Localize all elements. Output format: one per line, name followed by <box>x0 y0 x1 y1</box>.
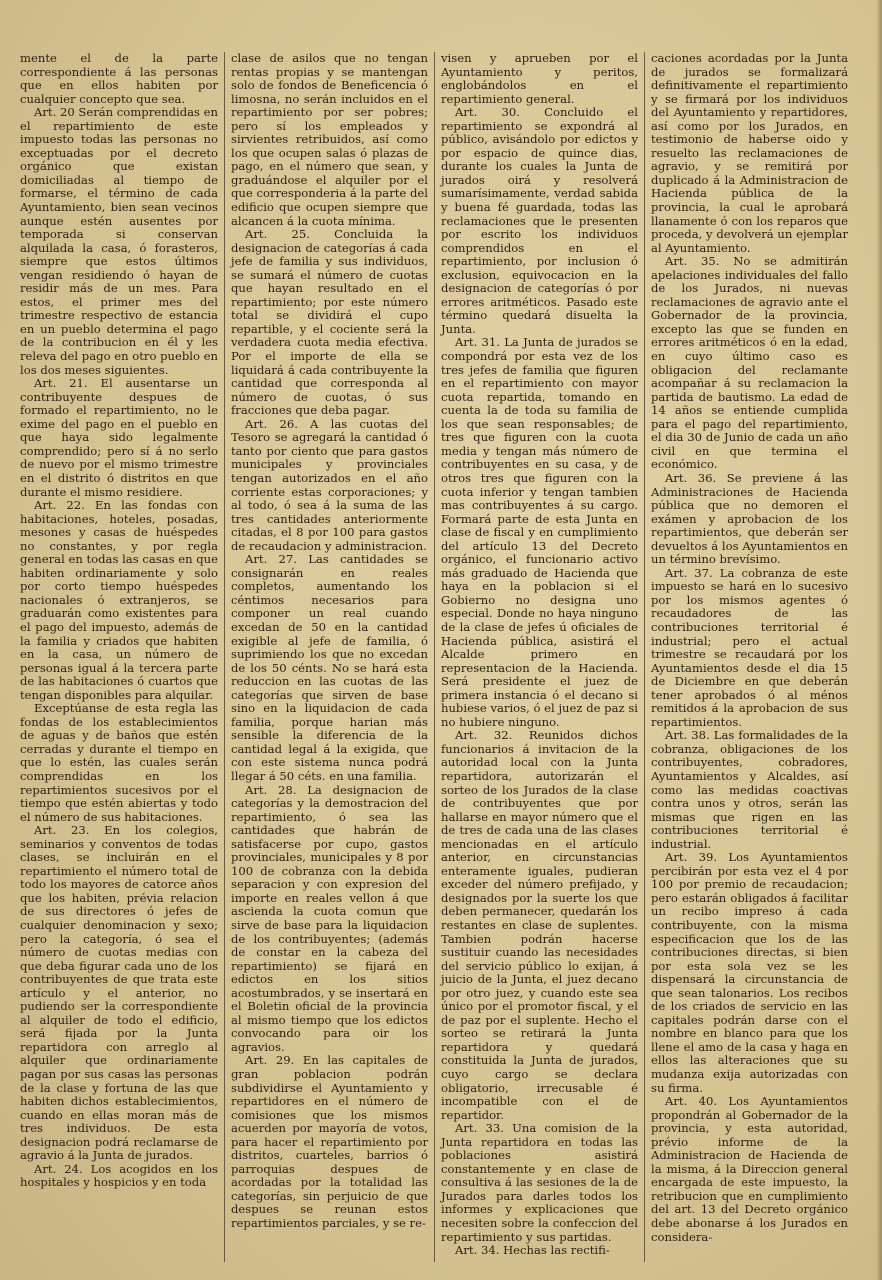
paragraph: Art. 27. Las cantidades se consignarán en reales completos, aumentando los céntimos necesarios para componer un real cuando excedan de 50 en la cantidad exigible al jefe de familia, ó suprimiendo los que no excedan de los 50 cénts. No se hará esta reduccion en las cuotas de las categorías que sirven de base sino en la liquidacion de cada familia, porque harian más sensible la diferencia de la cantidad legal á la exigida, que con este sistema nunca podrá llegar á 50 céts. en una familia. <box>231 552 428 783</box>
paragraph: Art. 36. Se previene á las Administraciones de Hacienda pública que no demoren el exámen y aprobacion de los repartimientos, que deberán ser devueltos á los Ayuntamientos en un término brevísimo. <box>651 470 848 567</box>
paragraph: Art. 26. A las cuotas del Tesoro se agregará la cantidad ó tanto por ciento que para gastos municipales y provinciales tengan autorizados en el año corriente estas corporaciones; y al todo, ó sea á la suma de las tres cantidades anteriormente citadas, el 8 por 100 para gastos de recaudacion y administracion. <box>231 416 428 553</box>
paragraph: Art. 29. En las capitales de gran poblacion podrán subdividirse el Ayuntamiento y repartidores en el número de comisiones que los mismos acuerden por mayoría de votos, para hacer el repartimiento por distritos, cuarteles, barrios ó parroquias despues de acordadas por la totalidad las categorías, sin perjuicio de que despues se reunan estos repartimientos parciales, y se re- <box>231 1053 428 1231</box>
paragraph: Art. 23. En los colegios, seminarios y conventos de todas clases, se incluirán en el repartimiento el número total de todo los mayores de catorce años que los habiten, prévia relacion de sus directores ó jefes de cualquier denominacion y sexo; pero la categoría, ó sea el número de cuotas medias con que deba figurar cada uno de los contribuyentes de que trata este artículo y el anterior, no pudiendo ser la correspondiente al alquiler de todo el edificio, será fijada por la Junta repartidora con arreglo al alquiler que ordinariamente pagan por sus casas las personas de la clase y fortuna de las que habiten dichos establecimientos, cuando en ellas moran más de tres individuos. De esta designacion podrá reclamarse de agravio á la Junta de jurados. <box>20 823 218 1163</box>
paragraph: Art. 30. Concluido el repartimiento se expondrá al público, avisándolo por edictos y por espacio de quince dias, durante los cuales la Junta de jurados oirá y resolverá sumarísimamente, verdad sabida y buena fé guardada, todas las reclamaciones que le presenten por escrito los individuos comprendidos en el repartimiento, por inclusion ó exclusion, equivocacion en la designacion de categorías ó por errores aritméticos. Pasado este término quedará disuelta la Junta. <box>441 105 638 336</box>
text-column-2 <box>224 52 434 1262</box>
paragraph: Art. 20 Serán comprendidas en el repartimiento de este impuesto todas las personas no exceptuadas por el decreto orgánico que existan domiciliadas al tiempo de formarse, el término de cada Ayuntamiento, bien sean vecinos aunque estén ausentes por temporada si conservan alquilada la casa, ó forasteros, siempre que estos últimos vengan residiendo ó hayan de residir más de un mes. Para estos, el primer mes del trimestre respectivo de estancia en un pueblo determina el pago de la contribucion en él y les releva del pago en otro pueblo en los dos meses siguientes. <box>20 105 218 377</box>
paragraph: Art. 39. Los Ayuntamientos percibirán por esta vez el 4 por 100 por premio de recaudacion; pero estarán obligados á facilitar un recibo impreso á cada contribuyente, con la misma especificacion que los de las contribuciones directas, si bien por esta sola vez se les dispensará la circunstancia de que sean talonarios. Los recibos de los criados de servicio en las capitales podrán darse con el nombre en blanco para que los llene el amo de la casa y haga en ellos las alteraciones que su mudanza exija autorizadas con su firma. <box>651 850 848 1095</box>
paragraph: Art. 21. El ausentarse un contribuyente despues de formado el repartimiento, no le exime del pago en el pueblo en que haya sido legalmente comprendido; pero sí á no serlo de nuevo por el mismo trimestre en el distrito ó distritos en que durante el mismo residiere. <box>20 376 218 499</box>
paragraph: Art. 35. No se admitirán apelaciones individuales del fallo de los Jurados, ni nuevas reclamaciones de agravio ante el Gobernador de la provincia, excepto las que se funden en errores aritméticos ó en la edad, en cuyo último caso es obligacion del reclamante acompañar á su reclamacion la partida de bautismo. La edad de 14 años se entiende cumplida para el pago del repartimiento, el dia 30 de Junio de cada un año civil en que termina el económico. <box>651 254 848 472</box>
paragraph: Exceptúanse de esta regla las fondas de los establecimientos de aguas y de baños que estén cerradas y durante el tiempo en que lo estén, las cuales serán comprendidas en los repartimientos sucesivos por el tiempo que estén abiertas y todo el número de sus habitaciones. <box>20 701 218 824</box>
paragraph: mente el de la parte correspondiente á las personas que en ellos habiten por cualquier concepto que sea. <box>20 52 218 106</box>
paragraph: caciones acordadas por la Junta de jurados se formalizará definitivamente el repartimiento y se firmará por los individuos del Ayuntamiento y repartidores, así como por los Jurados, en testimonio de haberse oido y resuelto las reclamaciones de agravio, y se remitirá por duplicado á la Administracion de Hacienda pública de la provincia, la cual le aprobará llanamente ó con los reparos que proceda, y devolverá un ejemplar al Ayuntamiento. <box>651 52 848 255</box>
paragraph: Art. 34. Hechas las rectifi- <box>455 1243 610 1258</box>
paragraph: Art. 22. En las fondas con habitaciones, hoteles, posadas, mesones y casas de huéspedes no constantes, y por regla general en todas las casas en que habiten ordinariamente y solo por corto tiempo huéspedes nacionales ó extranjeros, se graduarán como existentes para el pago del impuesto, además de la familia y criados que habiten en la casa, un número de personas igual á la tercera parte de las habitaciones ó cuartos que tengan disponibles para alquilar. <box>20 498 218 702</box>
paragraph: Art. 40. Los Ayuntamientos propondrán al Gobernador de la provincia, y esta autoridad, prévio informe de la Administracion de Hacienda de la misma, á la Direccion general encargada de este impuesto, la retribucion que en cumplimiento del art. 13 del Decreto orgánico debe abonarse á los Jurados en considera- <box>651 1094 848 1244</box>
paragraph: Art. 32. Reunidos dichos funcionarios á invitacion de la autoridad local con la Junta repartidora, autorizarán el sorteo de los Jurados de la clase de contribuyentes que por hallarse en mayor número que el de tres de cada una de las clases mencionadas en el artículo anterior, en circunstancias enteramente iguales, pudieran exceder del número prefijado, y designados por la suerte los que deben permanecer, quedarán los restantes en clase de suplentes. Tambien podrán hacerse sustituir cuando las necesidades del servicio público lo exijan, á juicio de la Junta, el juez decano por otro juez, y cuando este sea único por el promotor fiscal, y el de paz por el suplente. Hecho el sorteo se retirará la Junta repartidora y quedará constituida la Junta de jurados, cuyo cargo se declara obligatorio, irrecusable é incompatible con el de repartidor. <box>441 728 638 1122</box>
text-column-4 <box>644 52 854 1262</box>
paragraph: Art. 25. Concluida la designacion de categorías á cada jefe de familia y sus individuos, se sumará el número de cuotas que hayan resultado en el repartimiento; por este número total se dividirá el cupo repartible, y el cociente será la verdadera cuota media efectiva. Por el importe de ella se liquidará á cada contribuyente la cantidad que corresponda al número de cuotas, ó sus fracciones que deba pagar. <box>231 227 428 418</box>
paragraph: Art. 31. La Junta de jurados se compondrá por esta vez de los tres jefes de familia que figuren en el repartimiento con mayor cuota repartida, tomando en cuenta la de toda su familia de los que sean responsables; de tres que figuren con la cuota media y tengan más número de contribuyentes en su casa, y de otros tres que figuren con la cuota inferior y tengan tambien mas contribuyentes á su cargo. Formará parte de esta Junta en clase de fiscal y en cumplimiento del artículo 13 del Decreto orgánico, el funcionario activo más graduado de Hacienda que haya en la poblacion si el Gobierno no designa uno especial. Donde no haya ninguno de la clase de jefes ú oficiales de Hacienda pública, asistirá el Alcalde primero en representacion de la Hacienda. Será presidente el juez de primera instancia ó el decano si hubiese varios, ó el juez de paz si no hubiere ninguno. <box>441 335 638 729</box>
paragraph: clase de asilos que no tengan rentas propias y se mantengan solo de fondos de Beneficencia ó limosna, no serán incluidos en el repartimiento por ser pobres; pero sí los empleados y sirvientes retribuidos, así como los que ocupen salas ó plazas de pago, en el número que sean, y graduándose el alquiler por el que corresponderia á la parte del edificio que ocupen siempre que alcancen á la cuota mínima. <box>231 52 428 228</box>
paragraph: Art. 28. La designacion de categorías y la demostracion del repartimiento, ó sea las cantidades que habrán de satisfacerse por cupo, gastos provinciales, municipales y 8 por 100 de cobranza con la debida separacion y con expresion del importe en reales vellon á que ascienda la cuota comun que sirve de base para la liquidacion de los contribuyentes; (además de constar en la cabeza del repartimiento) se fijará en edictos en los sitios acostumbrados, y se insertará en el Boletin oficial de la provincia al mismo tiempo que los edictos convocando para oir los agravios. <box>231 782 428 1054</box>
text-column-1 <box>14 52 224 1262</box>
paragraph: Art. 38. Las formalidades de la cobranza, obligaciones de los contribuyentes, cobradores, Ayuntamientos y Alcaldes, así como las medidas coactivas contra unos y otros, serán las mismas que rigen en las contribuciones territorial é industrial. <box>651 728 848 851</box>
page-edge-shadow <box>876 0 882 1280</box>
paragraph: Art. 24. Los acogidos en los hospitales y hospicios y en toda <box>20 1161 218 1190</box>
paragraph: visen y aprueben por el Ayuntamiento y peritos, englobándolos en el repartimiento general. <box>441 52 638 106</box>
paragraph: Art. 37. La cobranza de este impuesto se hará en lo sucesivo por los mismos agentes ó recaudadores de las contribuciones territorial é industrial; pero el actual trimestre se recaudará por los Ayuntamientos desde el dia 15 de Diciembre en que deberán tener aprobados ó al ménos remitidos á la aprobacion de sus repartimientos. <box>651 565 848 729</box>
paragraph: Art. 33. Una comision de la Junta repartidora en todas las poblaciones asistirá constantemente y en clase de consultiva á las sesiones de la de Jurados para darles todos los informes y explicaciones que necesiten sobre la confeccion del repartimiento y sus partidas. <box>441 1121 638 1244</box>
text-column-3 <box>434 52 644 1262</box>
